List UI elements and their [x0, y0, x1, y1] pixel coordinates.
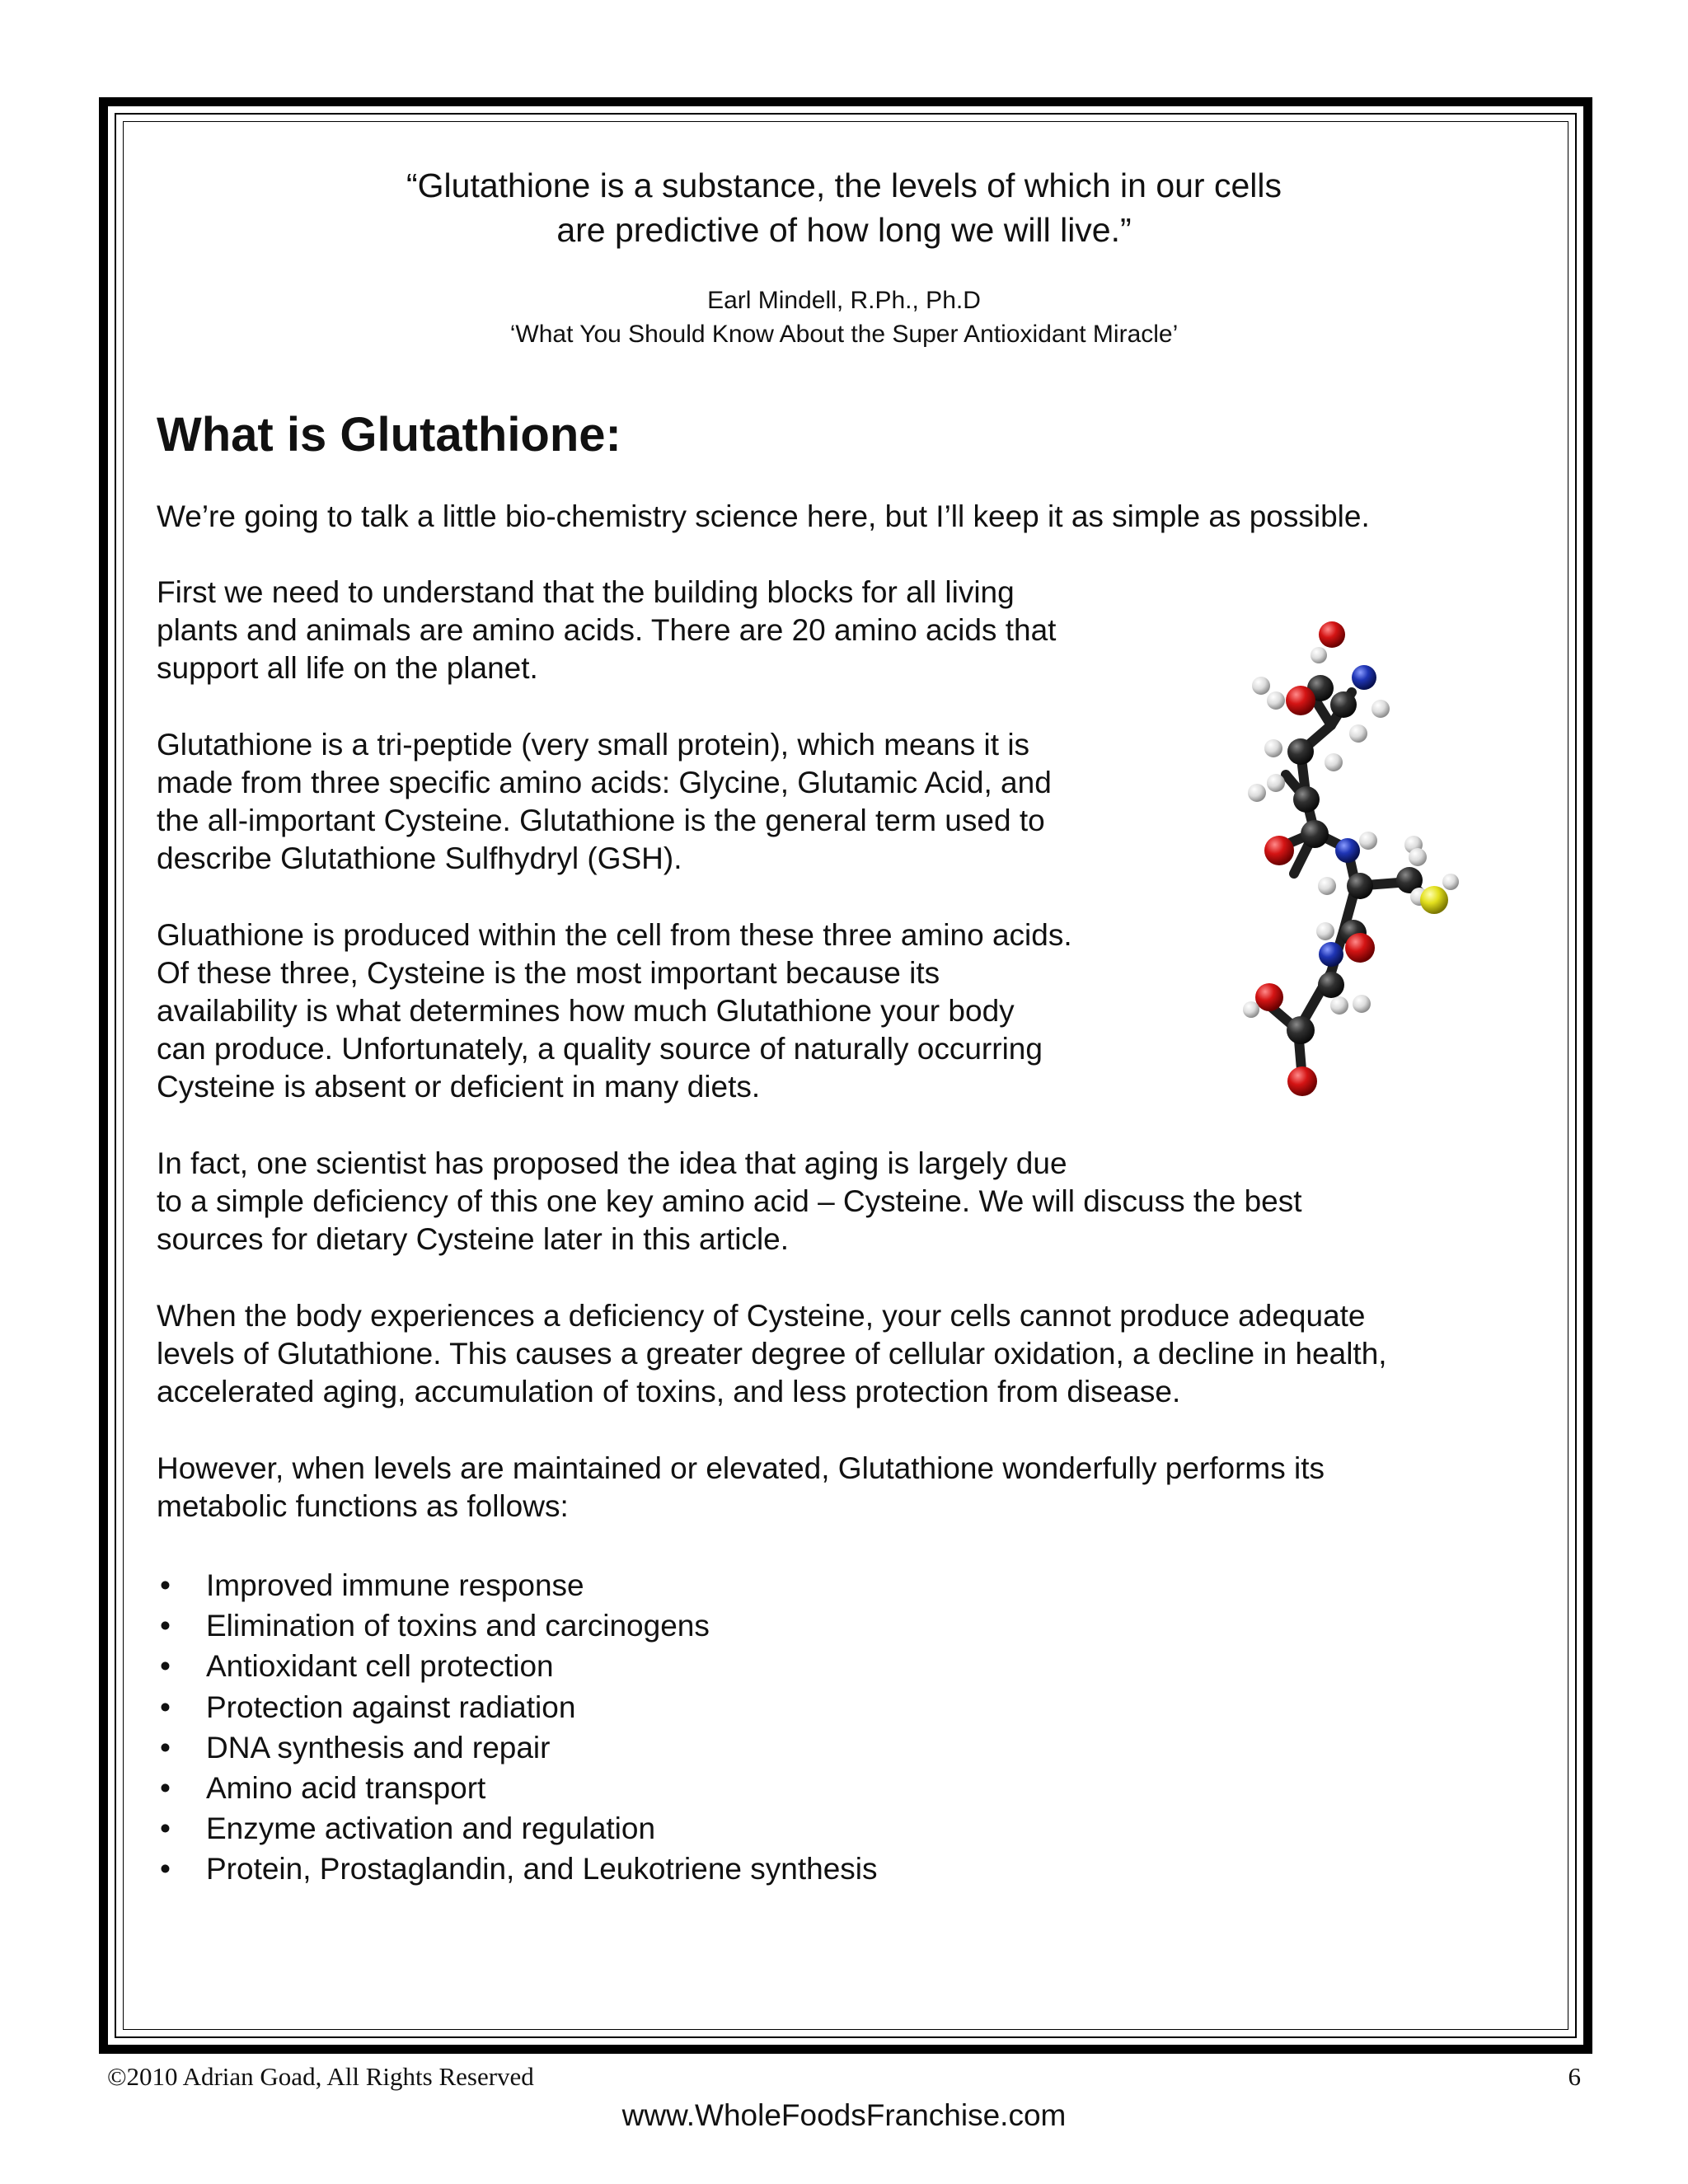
epigraph-quote — [0, 163, 1688, 252]
bullet-icon: • — [160, 1649, 171, 1684]
paragraph-line: plants and animals are amino acids. There are 20 amino acids that — [157, 613, 1057, 647]
list-item — [157, 1849, 878, 1889]
list-item-label: DNA synthesis and repair — [206, 1730, 551, 1765]
oxygen-atom — [1345, 933, 1375, 963]
oxygen-atom — [1255, 983, 1283, 1011]
list-item-label: Amino acid transport — [206, 1771, 486, 1806]
list-item — [157, 1646, 878, 1686]
paragraph-deficiency — [157, 1297, 1387, 1411]
list-item-label: Enzyme activation and regulation — [206, 1811, 656, 1846]
paragraph-line: made from three specific amino acids: Glycine, Glutamic Acid, and — [157, 766, 1052, 799]
list-item-label: Elimination of toxins and carcinogens — [206, 1609, 710, 1643]
list-item-label: Improved immune response — [206, 1568, 584, 1602]
copyright-notice: ©2010 Adrian Goad, All Rights Reserved — [107, 2062, 534, 2091]
bullet-icon: • — [160, 1568, 171, 1602]
nitrogen-atom — [1319, 942, 1343, 967]
list-item-label: Protein, Prostaglandin, and Leukotriene synthesis — [206, 1852, 878, 1886]
oxygen-atom — [1286, 686, 1315, 715]
carbon-atom — [1287, 1016, 1315, 1044]
bullet-icon: • — [160, 1690, 171, 1724]
paragraph-line: Gluathione is produced within the cell from these three amino acids. — [157, 918, 1072, 952]
hydrogen-atom — [1267, 691, 1285, 710]
paragraph-amino-acids — [157, 574, 1056, 687]
bullet-icon: • — [160, 1771, 171, 1806]
bullet-icon: • — [160, 1811, 171, 1846]
paragraph-line: We’re going to talk a little bio-chemistry science here, but I’ll keep it as simple as possible. — [157, 499, 1370, 533]
paragraph-line: accelerated aging, accumulation of toxins, and less protection from disease. — [157, 1375, 1181, 1408]
hydrogen-atom — [1353, 995, 1371, 1013]
list-item — [157, 1727, 878, 1768]
hydrogen-atom — [1267, 774, 1285, 792]
hydrogen-atom — [1248, 784, 1266, 802]
quote-author: Earl Mindell, R.Ph., Ph.D — [707, 287, 981, 314]
functions-list — [157, 1565, 878, 1890]
list-item — [157, 1768, 878, 1808]
paragraph-line: can produce. Unfortunately, a quality source of naturally occurring — [157, 1032, 1043, 1066]
list-item — [157, 1808, 878, 1849]
list-item — [157, 1605, 878, 1646]
bullet-icon: • — [160, 1609, 171, 1643]
paragraph-aging — [157, 1145, 1302, 1258]
list-item-label: Protection against radiation — [206, 1690, 576, 1724]
carbon-atom — [1293, 786, 1320, 813]
quote-source: ‘What You Should Know About the Super Antioxidant Miracle’ — [509, 321, 1179, 348]
paragraph-functions-intro — [157, 1450, 1325, 1526]
oxygen-atom — [1319, 621, 1345, 648]
list-item-label: Antioxidant cell protection — [206, 1649, 554, 1684]
nitrogen-atom — [1352, 665, 1376, 690]
hydrogen-atom — [1316, 922, 1334, 940]
hydrogen-atom — [1264, 739, 1282, 757]
paragraph-line: the all-important Cysteine. Glutathione is the general term used to — [157, 804, 1045, 837]
sulfur-atom — [1420, 886, 1448, 914]
section-heading: What is Glutathione: — [157, 408, 621, 462]
bullet-icon: • — [160, 1730, 171, 1765]
hydrogen-atom — [1359, 832, 1377, 850]
paragraph-line: metabolic functions as follows: — [157, 1489, 569, 1523]
paragraph-line: Of these three, Cysteine is the most important because its — [157, 956, 940, 990]
page-number: 6 — [1568, 2062, 1581, 2091]
paragraph-line: Cysteine is absent or deficient in many diets. — [157, 1070, 761, 1104]
oxygen-atom — [1287, 1066, 1317, 1096]
hydrogen-atom — [1349, 724, 1367, 743]
paragraph-production — [157, 916, 1072, 1106]
hydrogen-atom — [1243, 1001, 1259, 1018]
hydrogen-atom — [1409, 848, 1427, 866]
oxygen-atom — [1264, 836, 1294, 865]
quote-attribution — [0, 284, 1688, 351]
paragraph-line: When the body experiences a deficiency of Cysteine, your cells cannot produce adequate — [157, 1299, 1366, 1333]
hydrogen-atom — [1442, 874, 1459, 890]
hydrogen-atom — [1311, 647, 1327, 663]
paragraph-line: sources for dietary Cysteine later in this article. — [157, 1222, 790, 1256]
quote-line: “Glutathione is a substance, the levels of which in our cells — [406, 166, 1282, 204]
paragraph-intro — [157, 498, 1370, 536]
bullet-icon: • — [160, 1852, 171, 1886]
paragraph-tripeptide — [157, 726, 1052, 878]
hydrogen-atom — [1325, 753, 1343, 771]
list-item — [157, 1565, 878, 1605]
carbon-atom — [1287, 738, 1314, 765]
paragraph-line: to a simple deficiency of this one key amino acid – Cysteine. We will discuss the best — [157, 1184, 1302, 1218]
paragraph-line: However, when levels are maintained or elevated, Glutathione wonderfully performs its — [157, 1451, 1325, 1485]
paragraph-line: In fact, one scientist has proposed the idea that aging is largely due — [157, 1146, 1067, 1180]
paragraph-line: levels of Glutathione. This causes a greater degree of cellular oxidation, a decline in health, — [157, 1337, 1387, 1371]
list-item — [157, 1687, 878, 1727]
hydrogen-atom — [1318, 877, 1336, 895]
footer-website: www.WholeFoodsFranchise.com — [621, 2098, 1067, 2132]
carbon-atom — [1330, 691, 1357, 718]
glutathione-molecule-image — [1179, 610, 1500, 1137]
paragraph-line: First we need to understand that the building blocks for all living — [157, 575, 1015, 609]
paragraph-line: support all life on the planet. — [157, 651, 538, 685]
quote-line: are predictive of how long we will live.” — [556, 211, 1132, 249]
paragraph-line: describe Glutathione Sulfhydryl (GSH). — [157, 841, 682, 875]
paragraph-line: availability is what determines how much Glutathione your body — [157, 994, 1015, 1028]
carbon-atom — [1301, 820, 1329, 848]
nitrogen-atom — [1335, 838, 1360, 863]
hydrogen-atom — [1372, 700, 1390, 718]
hydrogen-atom — [1252, 677, 1270, 695]
carbon-atom — [1347, 873, 1373, 899]
paragraph-line: Glutathione is a tri-peptide (very small protein), which means it is — [157, 728, 1030, 762]
carbon-atom — [1318, 972, 1344, 998]
hydrogen-atom — [1330, 996, 1348, 1015]
